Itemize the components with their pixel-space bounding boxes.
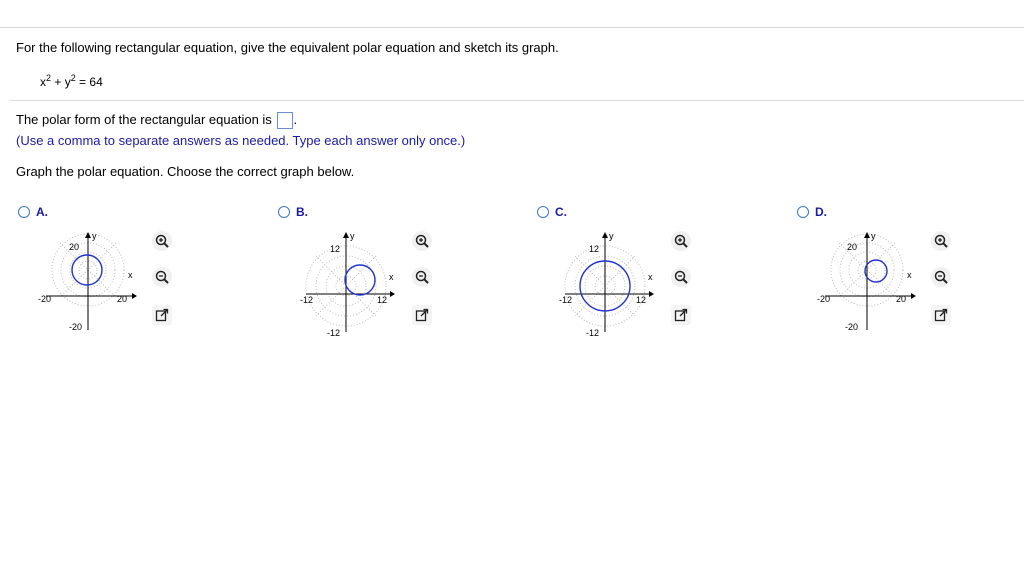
option-d-ymax: 20 — [847, 242, 858, 252]
option-b-xmin: -12 — [300, 295, 314, 305]
answer-line: The polar form of the rectangular equation is . — [16, 112, 298, 127]
graph-option-a — [33, 228, 143, 338]
option-c-xmin: -12 — [559, 295, 573, 305]
zoom-in-icon — [155, 234, 169, 248]
question-prompt: For the following rectangular equation, give the equivalent polar equation and sketch its graph. — [16, 40, 559, 55]
polar-answer-input[interactable] — [277, 112, 293, 129]
option-a-zoom-in[interactable] — [152, 231, 172, 251]
option-c-radio[interactable] — [537, 206, 549, 218]
open-new-window-icon — [155, 308, 169, 322]
option-a-x-label: x — [128, 270, 133, 280]
option-c-ymin: -12 — [586, 328, 600, 338]
option-d-label: D. — [815, 205, 827, 219]
option-d-zoom-out[interactable] — [931, 267, 951, 287]
open-new-window-icon — [674, 308, 688, 322]
option-d-open-window[interactable] — [931, 305, 951, 325]
zoom-in-icon — [934, 234, 948, 248]
option-a-label: A. — [36, 205, 48, 219]
option-a-ymin: -20 — [69, 322, 83, 332]
option-b-y-label: y — [350, 231, 355, 241]
option-d-xmin: -20 — [817, 294, 831, 304]
rectangular-equation: $x^2 + y^2 = 64$ — [40, 73, 103, 89]
option-a-xmax: 20 — [117, 294, 128, 304]
option-b[interactable] — [278, 205, 308, 219]
option-a-ymax: 20 — [69, 242, 80, 252]
option-b-zoom-out[interactable] — [412, 267, 432, 287]
option-d-zoom-in[interactable] — [931, 231, 951, 251]
open-new-window-icon — [934, 308, 948, 322]
option-b-ymax: 12 — [330, 244, 341, 254]
option-a-open-window[interactable] — [152, 305, 172, 325]
graph-option-c — [552, 228, 662, 338]
option-b-open-window[interactable] — [412, 305, 432, 325]
zoom-out-icon — [674, 270, 688, 284]
open-new-window-icon — [415, 308, 429, 322]
graph-option-d — [812, 228, 922, 338]
zoom-in-icon — [415, 234, 429, 248]
option-c-label: C. — [555, 205, 567, 219]
option-c[interactable] — [537, 205, 567, 219]
option-d[interactable] — [797, 205, 827, 219]
option-a-zoom-out[interactable] — [152, 267, 172, 287]
option-d-radio[interactable] — [797, 206, 809, 218]
option-a-xmin: -20 — [38, 294, 52, 304]
top-divider — [0, 27, 1024, 28]
option-c-zoom-out[interactable] — [671, 267, 691, 287]
zoom-out-icon — [155, 270, 169, 284]
option-b-radio[interactable] — [278, 206, 290, 218]
option-c-xmax: 12 — [636, 295, 647, 305]
option-c-zoom-in[interactable] — [671, 231, 691, 251]
section-divider — [10, 100, 1024, 101]
zoom-out-icon — [934, 270, 948, 284]
option-b-zoom-in[interactable] — [412, 231, 432, 251]
answer-label: The polar form of the rectangular equation is — [16, 112, 272, 127]
option-b-ymin: -12 — [327, 328, 341, 338]
option-d-xmax: 20 — [896, 294, 907, 304]
option-c-y-label: y — [609, 231, 614, 241]
graph-prompt: Graph the polar equation. Choose the correct graph below. — [16, 164, 355, 179]
graph-option-b — [293, 228, 403, 338]
option-a-y-label: y — [92, 231, 97, 241]
option-b-xmax: 12 — [377, 295, 388, 305]
option-a-radio[interactable] — [18, 206, 30, 218]
option-c-ymax: 12 — [589, 244, 600, 254]
option-d-x-label: x — [907, 270, 912, 280]
option-d-ymin: -20 — [845, 322, 859, 332]
option-d-y-label: y — [871, 231, 876, 241]
zoom-in-icon — [674, 234, 688, 248]
answer-instruction: (Use a comma to separate answers as needed. Type each answer only once.) — [16, 133, 466, 148]
option-a[interactable] — [18, 205, 48, 219]
option-b-x-label: x — [389, 272, 394, 282]
option-c-x-label: x — [648, 272, 653, 282]
zoom-out-icon — [415, 270, 429, 284]
option-c-open-window[interactable] — [671, 305, 691, 325]
option-b-label: B. — [296, 205, 308, 219]
